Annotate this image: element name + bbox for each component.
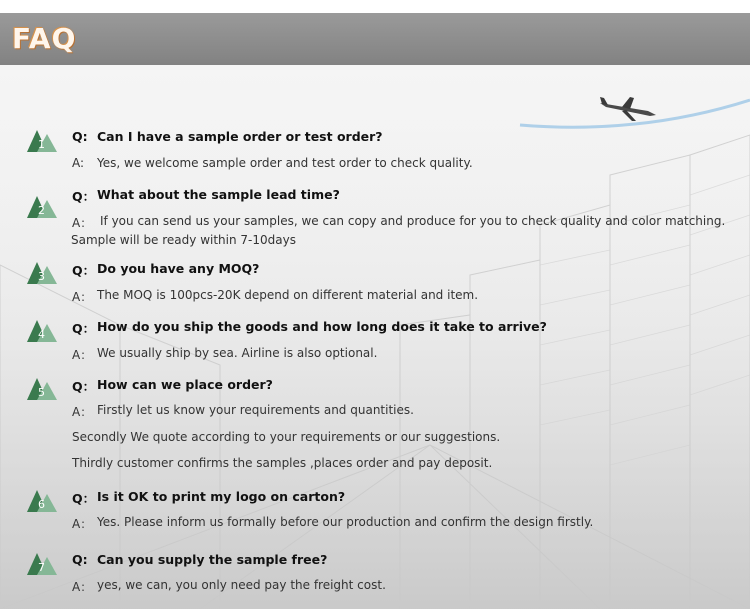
faq-number: 7 (38, 561, 45, 574)
faq-number: 5 (38, 386, 45, 399)
answer-label: A： (72, 580, 93, 594)
answer-text: Yes. Please inform us formally before our production and confirm the design firstly. (97, 515, 594, 529)
question-text: How can we place order? (97, 377, 273, 392)
question-label: Q： (72, 491, 96, 506)
question-label: Q： (72, 379, 96, 394)
answer-extra-line: Secondly We quote according to your requirements or our suggestions. (72, 430, 501, 444)
question-label: Q： (72, 189, 96, 204)
faq-number: 3 (38, 270, 45, 283)
question-text: How do you ship the goods and how long does it take to arrive? (97, 319, 547, 334)
answer-text: If you can send us your samples, we can copy and produce for you to check quality and color matching. (100, 214, 726, 228)
question-label: Q： (72, 263, 96, 278)
question-text: Can you supply the sample free? (97, 552, 328, 567)
faq-number: 2 (38, 204, 45, 217)
answer-label: A： (72, 517, 93, 531)
faq-number: 4 (38, 328, 45, 341)
answer-label: A： (72, 216, 93, 230)
answer-label: A: (72, 156, 85, 170)
faq-number: 6 (38, 498, 45, 511)
question-label: Q： (72, 321, 96, 336)
top-strip (0, 0, 750, 13)
answer-text: Yes, we welcome sample order and test order to check quality. (97, 156, 473, 170)
answer-label: A： (72, 405, 93, 419)
question-text: What about the sample lead time? (97, 187, 340, 202)
question-text: Do you have any MOQ? (97, 261, 260, 276)
answer-text: The MOQ is 100pcs-20K depend on different material and item. (97, 288, 479, 302)
answer-text: yes, we can, you only need pay the freight cost. (97, 578, 386, 592)
question-label: Q: (72, 552, 88, 567)
question-label: Q: (72, 129, 88, 144)
faq-number: 1 (38, 138, 45, 151)
faq-header (0, 13, 750, 65)
question-text: Can I have a sample order or test order? (97, 129, 383, 144)
answer-extra-line: Thirdly customer confirms the samples ,places order and pay deposit. (72, 456, 493, 470)
answer-extra-line: Sample will be ready within 7-10days (71, 233, 296, 247)
faq-title: FAQ (12, 22, 77, 55)
answer-text: Firstly let us know your requirements and quantities. (97, 403, 414, 417)
answer-text: We usually ship by sea. Airline is also optional. (97, 346, 378, 360)
answer-label: A： (72, 348, 93, 362)
question-text: Is it OK to print my logo on carton? (97, 489, 346, 504)
answer-label: A： (72, 290, 93, 304)
